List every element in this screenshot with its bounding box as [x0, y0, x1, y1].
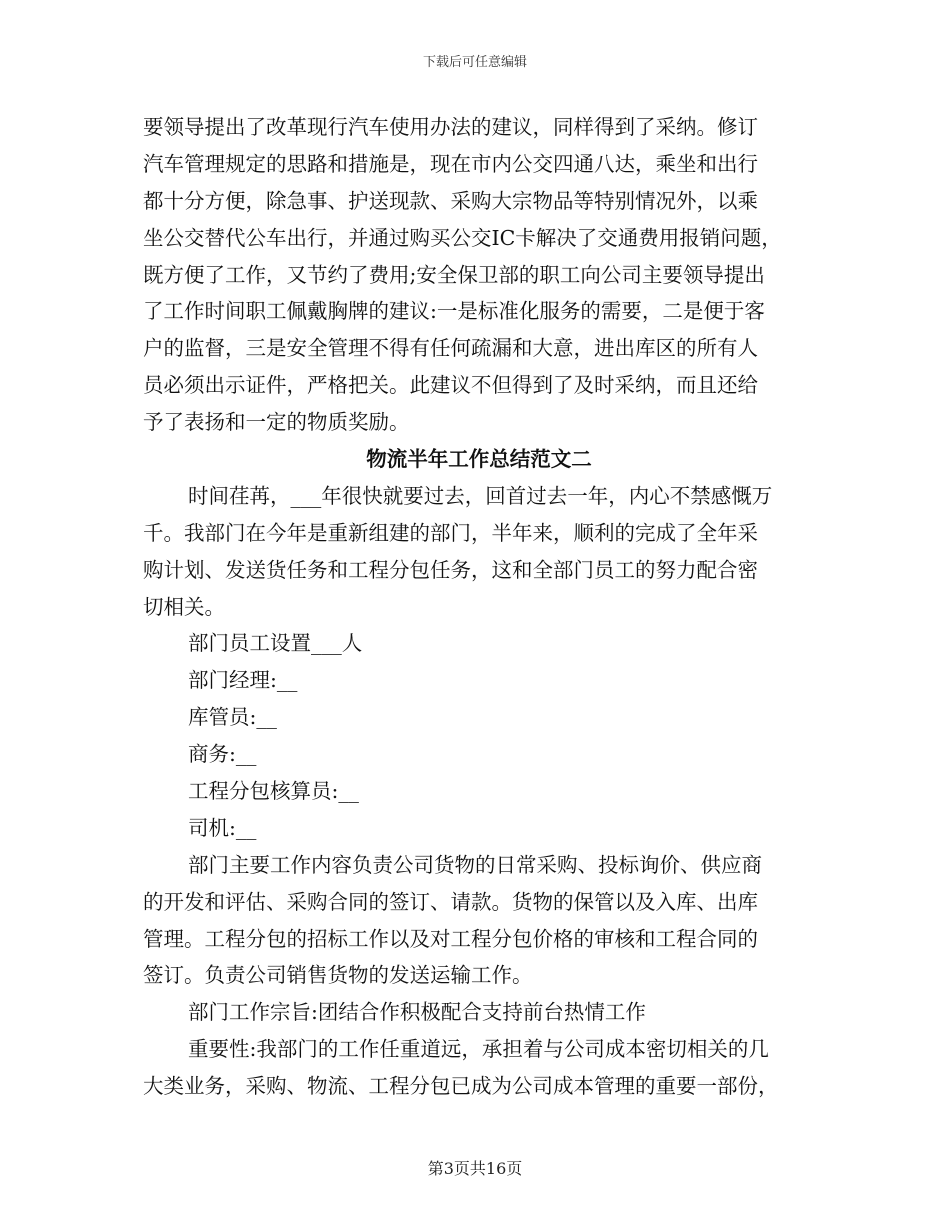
paragraph-bottom: [143, 478, 815, 1105]
text-line: 司机:__: [188, 815, 257, 840]
text-line: 员必须出示证件，严格把关。此建议不但得到了及时采纳，而且还给: [143, 373, 758, 398]
text-line: 商务:__: [188, 742, 257, 767]
text-line: 大类业务，采购、物流、工程分包已成为公司成本管理的重要一部份，: [143, 1074, 779, 1099]
page-header: 下载后可任意编辑: [422, 55, 527, 70]
text-line: 户的监督，三是安全管理不得有任何疏漏和大意，进出库区的所有人: [143, 336, 758, 361]
text-line: 工程分包核算员:__: [188, 779, 359, 804]
text-line: 予了表扬和一定的物质奖励。: [143, 410, 410, 435]
text-line: 既方便了工作，又节约了费用;安全保卫部的职工向公司主要领导提出: [143, 262, 765, 287]
text-line: 要领导提出了改革现行汽车使用办法的建议，同样得到了采纳。修订: [143, 115, 758, 139]
text-line: 部门工作宗旨:团结合作积极配合支持前台热情工作: [188, 1000, 646, 1025]
text-line: 部门员工设置___人: [188, 631, 363, 656]
text-line: 部门经理:__: [188, 668, 298, 693]
text-line: 坐公交替代公车出行，并通过购买公交IC卡解决了交通费用报销问题，: [143, 225, 782, 250]
text-line: 汽车管理规定的思路和措施是，现在市内公交四通八达，乘坐和出行: [143, 151, 758, 176]
paragraph-top: [143, 109, 815, 441]
section-title: 物流半年工作总结范文二: [366, 447, 592, 472]
text-line: 管理。工程分包的招标工作以及对工程分包价格的审核和工程合同的: [143, 926, 758, 951]
text-line: 购计划、发送货任务和工程分包任务，这和全部门员工的努力配合密: [143, 557, 758, 582]
text-line: 的开发和评估、采购合同的签订、请款。货物的保管以及入库、出库: [143, 889, 758, 914]
text-line: 部门主要工作内容负责公司货物的日常采购、投标询价、供应商: [188, 852, 762, 877]
text-line: 都十分方便，除急事、护送现款、采购大宗物品等特别情况外，以乘: [143, 188, 758, 213]
text-line: 千。我部门在今年是重新组建的部门，半年来，顺利的完成了全年采: [143, 520, 758, 545]
text-line: 签订。负责公司销售货物的发送运输工作。: [143, 963, 533, 988]
text-line: 重要性:我部门的工作任重道远，承担着与公司成本密切相关的几: [188, 1037, 769, 1062]
text-line: 了工作时间职工佩戴胸牌的建议:一是标准化服务的需要，二是便于客: [143, 299, 765, 324]
text-line: 库管员:__: [188, 705, 277, 730]
text-line: 切相关。: [143, 594, 225, 619]
text-line: 时间荏苒，___年很快就要过去，回首过去一年，内心不禁感慨万: [188, 483, 773, 508]
document-body: [143, 109, 815, 1105]
page-footer: 第3页共16页: [427, 1159, 523, 1178]
